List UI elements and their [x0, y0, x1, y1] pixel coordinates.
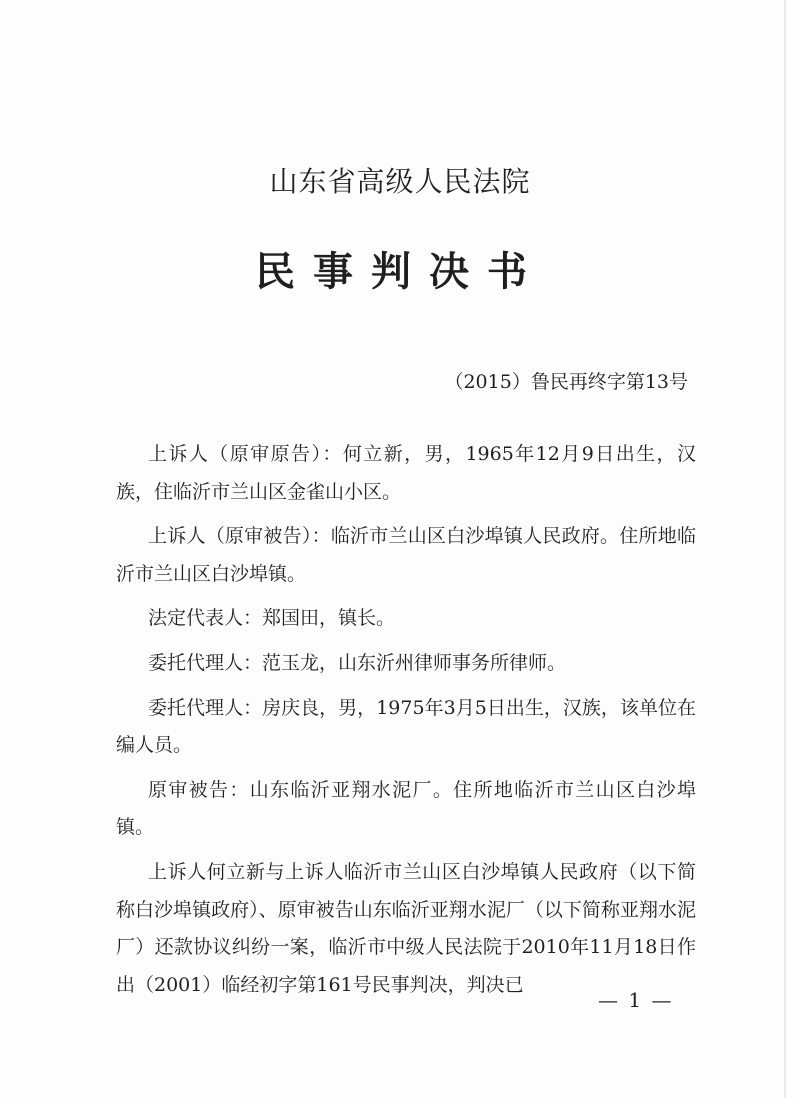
party-original-defendant: 原审被告：山东临沂亚翔水泥厂。住所地临沂市兰山区白沙埠镇。: [116, 778, 696, 839]
party-appellant: 上诉人（原审原告）：何立新，男，1965年12月9日出生，汉族，住临沂市兰山区金雀山小区。: [116, 443, 696, 503]
case-number: （2015）鲁民再终字第13号: [444, 371, 688, 393]
document-body: [116, 436, 696, 1011]
party-agent-2: 委托代理人：房庆良，男，1975年3月5日出生，汉族，该单位在编人员。: [116, 696, 696, 757]
party-legal-representative: 法定代表人：郑国田，镇长。: [148, 607, 396, 630]
party-appellant-government: 上诉人（原审被告）：临沂市兰山区白沙埠镇人民政府。住所地临沂市兰山区白沙埠镇。: [116, 525, 696, 585]
document-title: 民事判决书: [255, 248, 545, 295]
case-narrative: 上诉人何立新与上诉人临沂市兰山区白沙埠镇人民政府（以下简称白沙埠镇政府）、原审被告山东临沂亚翔水泥厂（以下简称亚翔水泥厂）还款协议纠纷一案，临沂市中级人民法院于2010年11月18日作出（2001）临经初字第161号民事判决，判决已: [116, 860, 696, 996]
party-agent-1: 委托代理人：范玉龙，山东沂州律师事务所律师。: [148, 651, 567, 674]
court-name: 山东省高级人民法院: [269, 165, 531, 198]
page-number: — 1 —: [598, 988, 674, 1012]
